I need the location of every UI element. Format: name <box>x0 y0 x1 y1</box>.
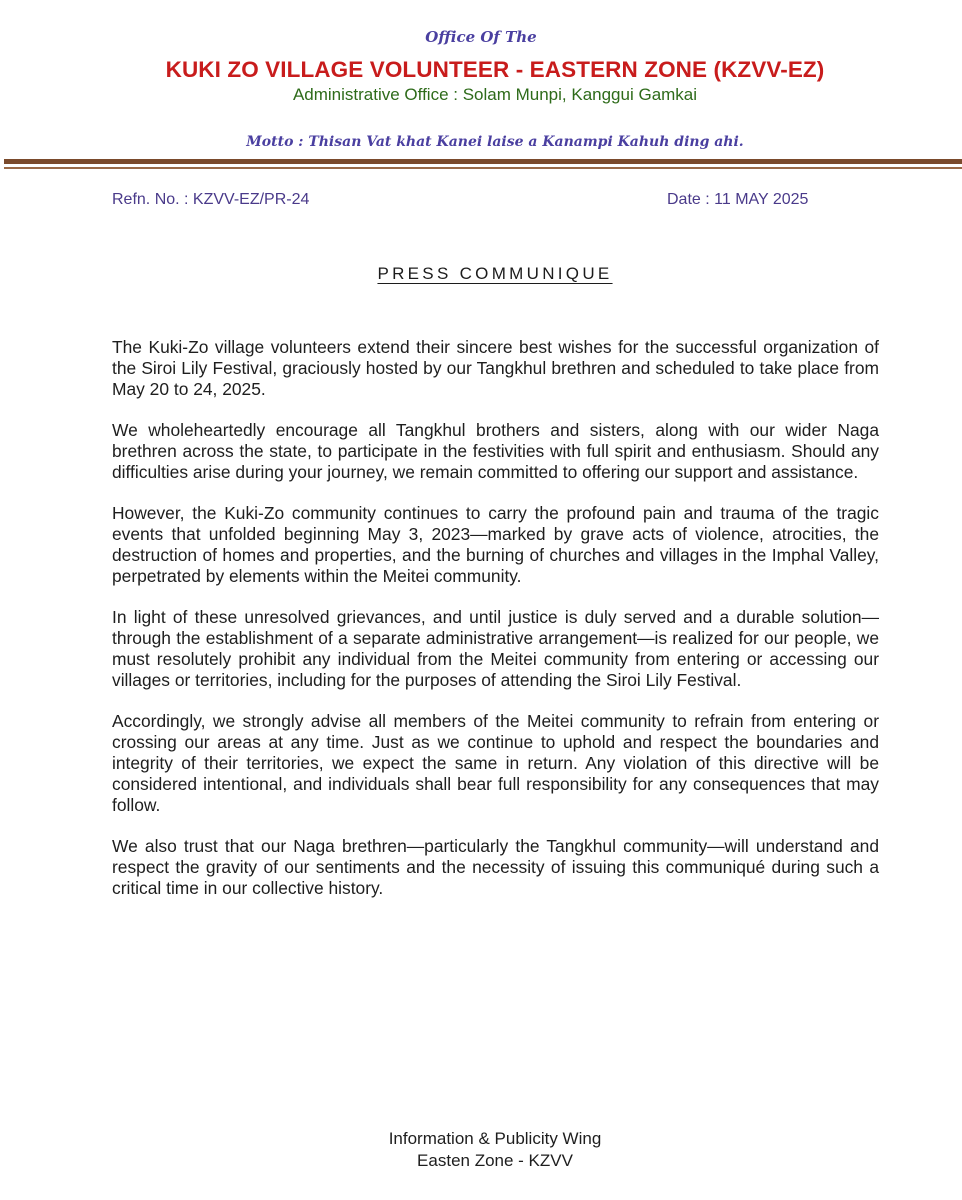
header-divider-thick <box>4 159 962 164</box>
communique-body <box>112 337 879 919</box>
organization-name: KUKI ZO VILLAGE VOLUNTEER - EASTERN ZONE (KZVV-EZ) <box>165 57 825 82</box>
signature-block <box>0 1128 962 1172</box>
paragraph: Accordingly, we strongly advise all members of the Meitei community to refrain from entering or crossing our areas at any time. Just as we continue to uphold and respect the boundaries and integrity of their territories, we expect the same in return. Any violation of this directive will be considered intentional, and individuals shall bear full responsibility for any consequences that may follow. <box>112 711 879 815</box>
header-divider-thin <box>4 167 962 169</box>
office-of-label: Office Of The <box>425 28 537 46</box>
motto: Motto : Thisan Vat khat Kanei laise a Kanampi Kahuh ding ahi. <box>246 134 744 150</box>
paragraph: We also trust that our Naga brethren—particularly the Tangkhul community—will understand and respect the gravity of our sentiments and the necessity of issuing this communiqué during such a critical time in our collective history. <box>112 836 879 898</box>
document-date: Date : 11 MAY 2025 <box>667 191 809 208</box>
paragraph: In light of these unresolved grievances, and until justice is duly served and a durable solution—through the establishment of a separate administrative arrangement—is realized for our people, we must resolutely prohibit any individual from the Meitei community from entering or accessing our villages or territories, including for the purposes of attending the Siroi Lily Festival. <box>112 607 879 690</box>
signature-zone: Easten Zone - KZVV <box>417 1151 573 1170</box>
paragraph: However, the Kuki-Zo community continues to carry the profound pain and trauma of the tragic events that unfolded beginning May 3, 2023—marked by grave acts of violence, atrocities, the destruction of homes and properties, and the burning of churches and villages in the Imphal Valley, perpetrated by elements within the Meitei community. <box>112 503 879 586</box>
signature-wing: Information & Publicity Wing <box>388 1129 602 1148</box>
paragraph: The Kuki-Zo village volunteers extend their sincere best wishes for the successful organization of the Siroi Lily Festival, graciously hosted by our Tangkhul brethren and scheduled to take place from May 20 to 24, 2025. <box>112 337 879 399</box>
document-title: PRESS COMMUNIQUE <box>377 264 613 283</box>
reference-number: Refn. No. : KZVV-EZ/PR-24 <box>112 191 310 208</box>
paragraph: We wholeheartedly encourage all Tangkhul brothers and sisters, along with our wider Naga brethren across the state, to participate in the festivities with full spirit and enthusiasm. Should any difficulties arise during your journey, we remain committed to offering our support and assistance. <box>112 420 879 482</box>
administrative-office-address: Administrative Office : Solam Munpi, Kanggui Gamkai <box>292 85 698 104</box>
